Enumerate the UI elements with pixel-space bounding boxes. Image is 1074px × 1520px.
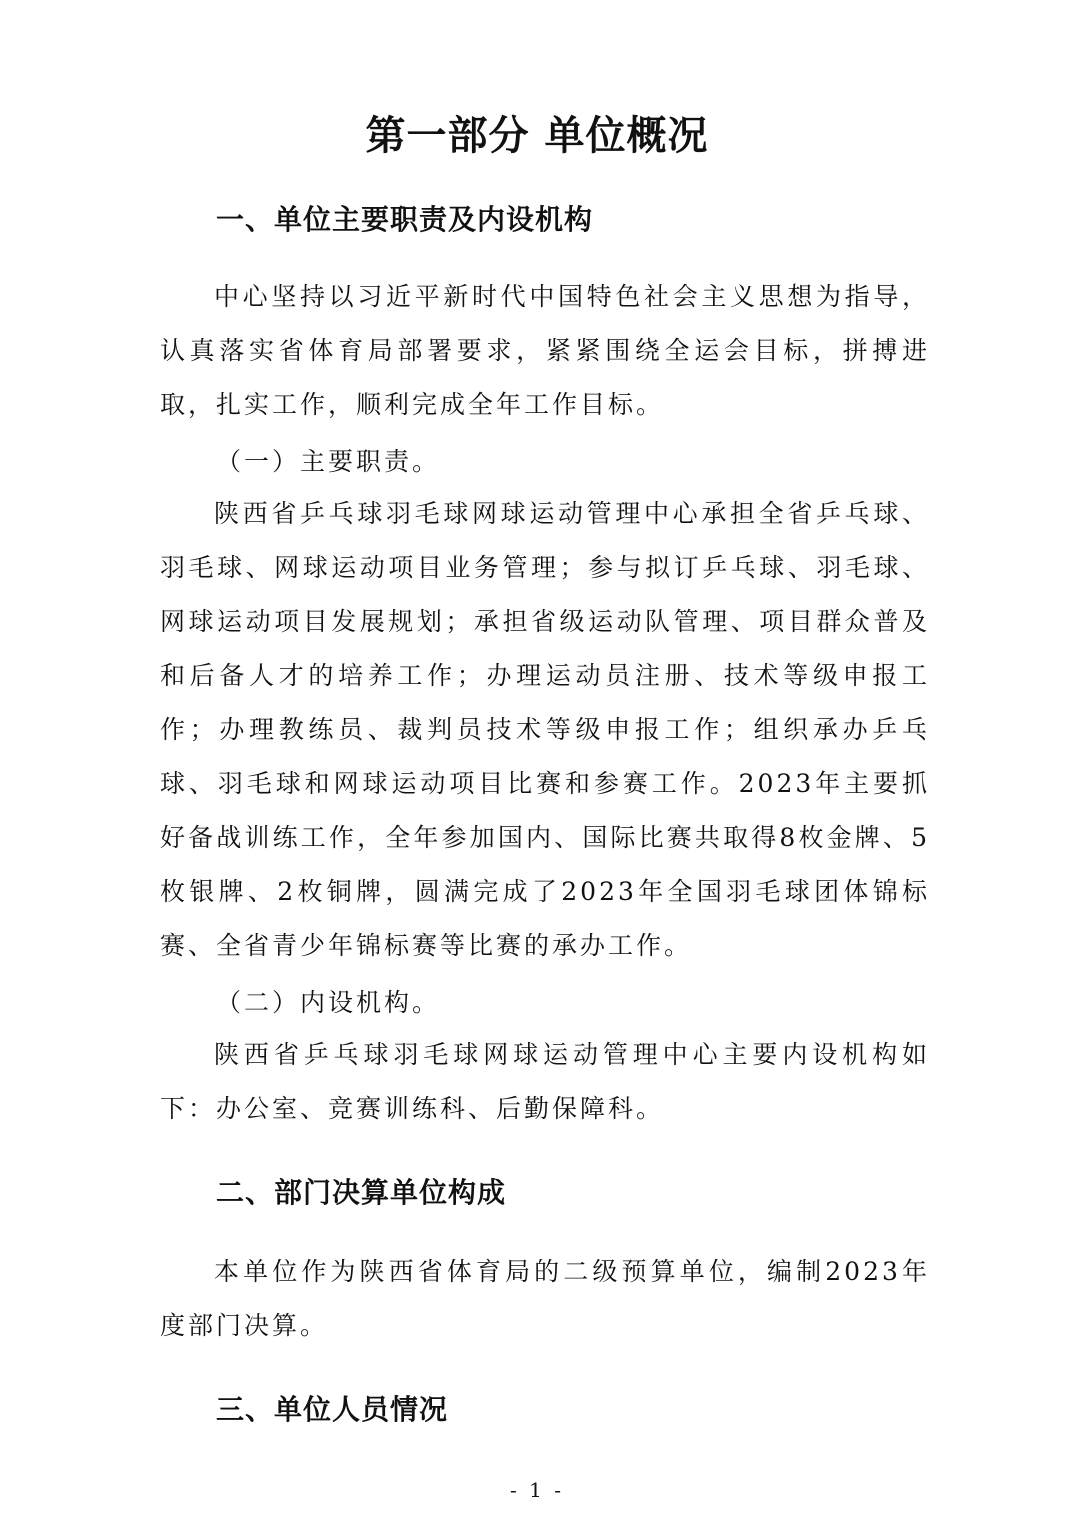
- subsection2-body: 陕西省乒乓球羽毛球网球运动管理中心主要内设机构如下：办公室、竞赛训练科、后勤保障科。: [160, 1040, 930, 1123]
- section2-body: 本单位作为陕西省体育局的二级预算单位，编制2023年度部门决算。: [160, 1257, 930, 1340]
- subsection1-body: 陕西省乒乓球羽毛球网球运动管理中心承担全省乒乓球、羽毛球、网球运动项目业务管理；参与拟订乒乓球、羽毛球、网球运动项目发展规划；承担省级运动队管理、项目群众普及和后备人才的培养工作；办理运动员注册、技术等级申报工作；办理教练员、裁判员技术等级申报工作；组织承办乒乓球、羽毛球和网球运动项目比赛和参赛工作。2023年主要抓好备战训练工作，全年参加国内、国际比赛共取得8枚金牌、5枚银牌、2枚铜牌，圆满完成了2023年全国羽毛球团体锦标赛、全省青少年锦标赛等比赛的承办工作。: [160, 499, 930, 960]
- page-title: 第一部分 单位概况: [365, 112, 709, 159]
- section2-heading: 二、部门决算单位构成: [216, 1176, 507, 1209]
- section1-intro: 中心坚持以习近平新时代中国特色社会主义思想为指导，认真落实省体育局部署要求，紧紧围绕全运会目标，拼搏进取，扎实工作，顺利完成全年工作目标。: [160, 282, 930, 419]
- section1-heading: 一、单位主要职责及内设机构: [216, 203, 594, 236]
- subsection2-heading: （二）内设机构。: [216, 988, 441, 1017]
- subsection1-heading: （一）主要职责。: [216, 447, 441, 476]
- section3-heading: 三、单位人员情况: [216, 1393, 449, 1426]
- page-number: - 1 -: [510, 1478, 564, 1502]
